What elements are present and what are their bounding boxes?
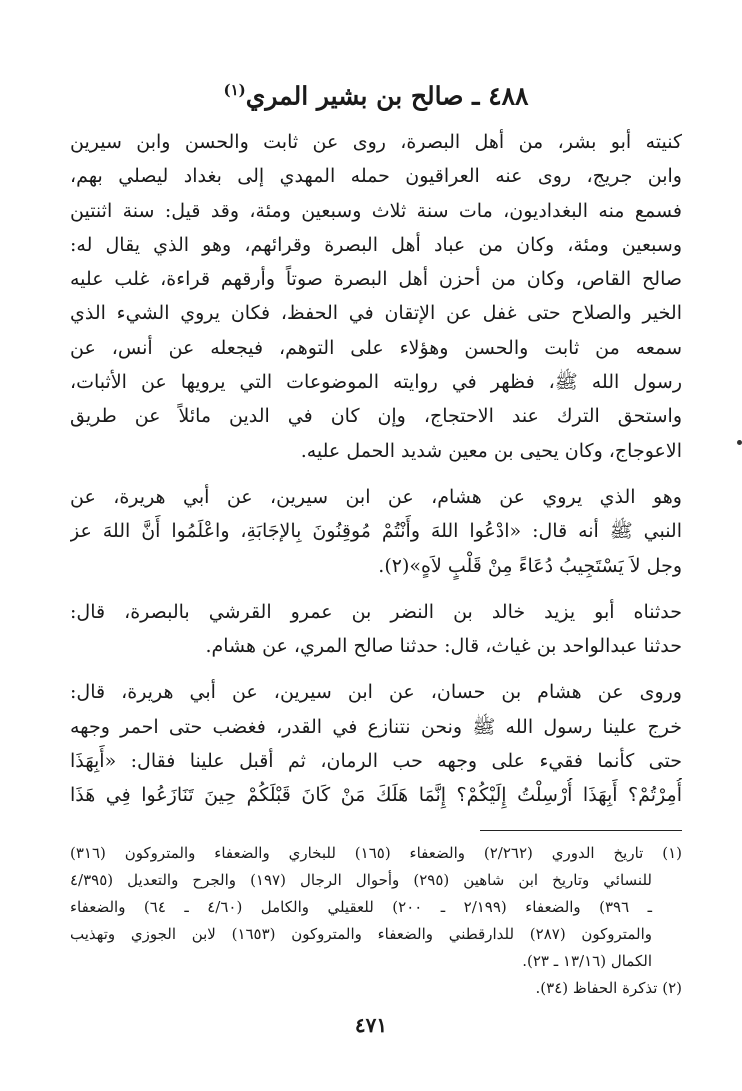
paragraph-hadith — [70, 480, 682, 583]
page-number: ٤٧١ — [354, 1013, 388, 1037]
text-line: الاعوجاج، وكان يحيى بن معين شديد الحمل عليه. — [300, 439, 682, 462]
footnote-line: (١) تاريخ الدوري (٢/٢٦٢) والضعفاء (١٦٥) للبخاري والضعفاء والمتروكون (٣١٦) — [70, 844, 682, 862]
text-line: خرج علينا رسول الله ﷺ ونحن نتنازع في القدر، فغضب حتى احمر وجهه — [70, 715, 682, 738]
text-line: وروى عن هشام بن حسان، عن ابن سيرين، عن أبي هريرة، قال: — [70, 681, 682, 704]
margin-mark — [737, 440, 742, 445]
footnote-line: الكمال (١٣/١٦ ـ ٢٣). — [522, 952, 652, 970]
footnote-list — [70, 840, 682, 1002]
body-text — [70, 125, 682, 825]
text-line: كنيته أبو بشر، من أهل البصرة، روى عن ثابت والحسن وابن سيرين — [70, 131, 682, 153]
footnote-divider — [480, 830, 682, 831]
entry-title — [70, 70, 682, 116]
footnote-line: (٢) تذكرة الحفاظ (٣٤). — [535, 979, 682, 997]
text-line: حدثنا عبدالواحد بن غياث، قال: حدثنا صالح المري، عن هشام. — [205, 635, 682, 658]
text-line: وابن جريج، روى عنه العراقيون حمله المهدي إلى بغداد ليصلي بهم، — [70, 165, 682, 188]
text-line: أُمِرْتُمْ؟ أَبِهَذَا أُرْسِلْتُ إِلَيْكُمْ؟ إِنَّمَا هَلَكَ مَنْ كَانَ قَبْلَكُمْ حِينَ تَنَازَعُوا فِي هَذَا — [70, 784, 682, 807]
footnote-line: للنسائي وتاريخ ابن شاهين (٢٩٥) وأحوال الرجال (١٩٧) والجرح والتعديل (٤/٣٩٥ — [70, 871, 652, 889]
text-line: الخير والصلاح حتى غفل عن الإتقان في الحفظ، فكان يروي الشيء الذي — [70, 302, 682, 325]
text-line: وجل لاَ يَسْتَجِيبُ دُعَاءً مِنْ قَلْبٍ لاَهٍ»(٢). — [378, 554, 682, 577]
entry-title-text: ٤٨٨ ـ صالح بن بشير المري — [245, 81, 529, 111]
text-line: النبي ﷺ أنه قال: «ادْعُوا اللهَ وأَنْتُمْ مُوقِنُونَ بِالإجَابَةِ، واعْلَمُوا أَنَّ اللهَ عز — [70, 520, 682, 543]
text-line: وهو الذي يروي عن هشام، عن ابن سيرين، عن أبي هريرة، عن — [70, 485, 682, 508]
paragraph-biography — [70, 125, 682, 468]
title-footnote-ref: (١) — [223, 81, 246, 99]
text-line: سمعه من ثابت والحسن وهؤلاء على التوهم، فيجعله عن أنس، عن — [70, 336, 682, 359]
text-line: فسمع منه البغداديون، مات سنة ثلاث وسبعين ومئة، وقد قيل: سنة اثنتين — [70, 199, 682, 222]
text-line: حدثناه أبو يزيد خالد بن النضر بن عمرو القرشي بالبصرة، قال: — [70, 600, 682, 623]
text-line: وسبعين ومئة، وكان من عباد أهل البصرة وقرائهم، وهو الذي يقال له: — [70, 233, 682, 256]
text-line: صالح القاص، وكان من أحزن أهل البصرة صوتاً وأرقهم قراءة، غلب عليه — [70, 268, 682, 291]
paragraph-second-hadith — [70, 675, 682, 812]
text-line: واستحق الترك عند الاحتجاج، وإن كان في الدين مائلاً عن طريق — [70, 405, 682, 428]
paragraph-isnad — [70, 595, 682, 664]
footnote-line: ـ ٣٩٦) والضعفاء (٢/١٩٩ ـ ٢٠٠) للعقيلي والكامل (٤/٦٠ ـ ٦٤) والضعفاء — [70, 898, 653, 916]
text-line: رسول الله ﷺ، فظهر في روايته الموضوعات التي يرويها عن الأثبات، — [70, 371, 682, 394]
text-line: حتى كأنما فقيء على وجهه حب الرمان، ثم أقبل علينا فقال: «أَبِهَذَا — [70, 750, 682, 773]
footnote-line: والمتروكون (٢٨٧) للدارقطني والضعفاء والمتروكون (١٦٥٣) لابن الجوزي وتهذيب — [70, 925, 652, 943]
